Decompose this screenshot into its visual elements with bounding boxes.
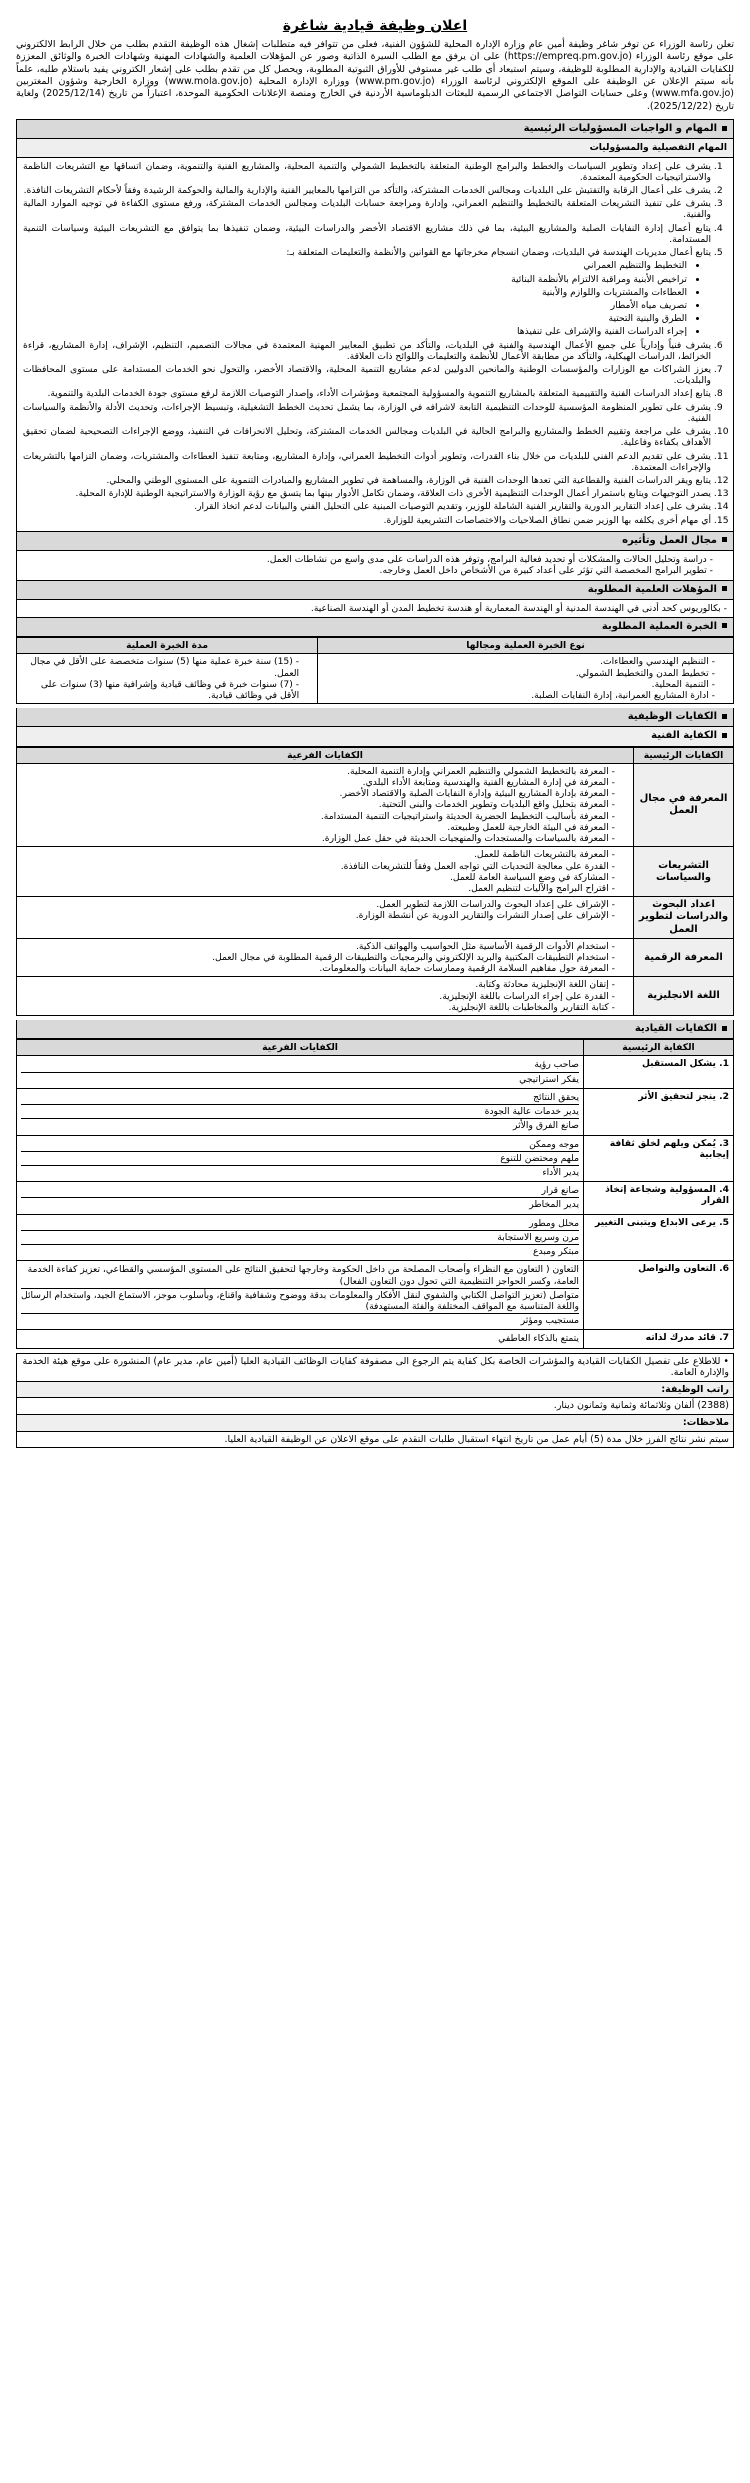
task-item: 3. يشرف على تنفيذ التشريعات المتعلقة بالتخطيط والتنظيم العمراني، وإدارة ومراجعة حسابات البلديات ومجالس الخدمات المشتركة، ورفع مستوى الكفاءة في توجيه الموارد المالية والفنية. — [23, 198, 711, 220]
salary-value: (2388) ألفان وثلاثمائة وثمانية وثمانون دينار. — [17, 1398, 734, 1415]
lead-sub-item: التعاون ( التعاون مع النظراء وأصحاب المصلحة من داخل الحكومة وخارجها لتحقيق النتائج على المستوى المؤسسي والقطاعي، تعزيز كفاءة الخدمة العامة، وكسر الحواجز التنظيمية التي تحول دون التعاون الفعال) — [21, 1263, 579, 1288]
lead-sub-item: مستجيب ومؤثر — [520, 1315, 579, 1327]
lead-main-label: 4. المسؤولية وشجاعة إتخاذ القرار — [584, 1182, 734, 1214]
lead-sub-item: صانع قرار — [21, 1184, 579, 1198]
task-sub-item: • التخطيط والتنظيم العمراني — [23, 260, 687, 271]
tech-row — [17, 763, 734, 847]
task-item: 6. يشرف فنياً وإدارياً على جميع الأعمال الهندسية والفنية في البلديات، والتأكد من تطبيق المعايير المهنية المعتمدة في مجالات التصميم، التنظيم، الإشراف، إدارة المشاريع، قراءة الخرائط، الدراسات الهيكلية، والتأكد من مطابقة الأعمال للأنظمة والتعليمات واللوائح ذات العلاقة. — [23, 340, 711, 362]
tech-row — [17, 897, 734, 939]
tech-main-label: المعرفة الرقمية — [634, 938, 734, 977]
lead-sub-item: ملهم ومحتضن للتنوع — [21, 1152, 579, 1166]
task-item: 12. يتابع ويقر الدراسات الفنية والقطاعية التي تعدها الوحدات الفنية في الوزارة، والمساهمة في تطوير المشاريع والمبادرات التنموية على المستوى الوطني والمحلي. — [23, 475, 711, 486]
tech-sub-item: - المعرفة في إدارة المشاريع الفنية والهندسية ومتابعة الأداء البلدي. — [21, 777, 615, 788]
tech-sub-cell — [17, 977, 634, 1016]
leadership-competencies-table — [16, 1039, 734, 1348]
section-competencies: الكفايات الوظيفية — [16, 708, 734, 727]
tech-sub-list — [21, 941, 629, 975]
tech-sub-item: - إتقان اللغة الإنجليزية محادثة وكتابة. — [21, 979, 615, 990]
tech-main-label: التشريعات والسياسات — [634, 847, 734, 897]
experience-duration-item: - (15) سنة خبرة عملية منها (5) سنوات متخصصة على الأقل في مجال العمل. — [21, 656, 299, 678]
lead-row — [17, 1182, 734, 1214]
lead-main-label: 3. يُمكن ويلهم لخلق ثقافة إيجابية — [584, 1135, 734, 1182]
qualifications-text: - بكالوريوس كحد أدنى في الهندسة المدنية أو الهندسة المعمارية أو هندسة تخطيط المدن أو الهندسة الصناعية. — [310, 602, 727, 614]
lead-row — [17, 1135, 734, 1182]
task-item: 15. أي مهام أخرى يكلفه بها الوزير ضمن نطاق الصلاحيات والاختصاصات التشريعية للوزارة. — [23, 515, 711, 526]
task-item: 7. يعزز الشراكات مع الوزارات والمؤسسات الوطنية والمانحين الدوليين لدعم مشاريع التنمية المحلية، والاقتصاد الأخضر، والتحول نحو الخدمات المستدامة على مستوى المحافظات والبلديات. — [23, 364, 711, 386]
tech-sub-item: - المعرفة بتحليل واقع البلديات وتطوير الخدمات والبنى التحتية. — [21, 799, 615, 810]
lead-sub-item: محلل ومطور — [21, 1217, 579, 1231]
task-item: 2. يشرف على أعمال الرقابة والتفتيش على البلديات ومجالس الخدمات المشتركة، والتأكد من التزامها بالمعايير الفنية والإدارية والمالية والحوكمة الرشيدة وفقاً لأحكام التشريعات النافذة. — [23, 185, 711, 196]
scope-block — [16, 551, 734, 580]
task-sub-item: • تصريف مياه الأمطار — [23, 300, 687, 311]
tasks-list — [23, 161, 727, 526]
tech-sub-item: - استخدام الأدوات الرقمية الأساسية مثل الحواسيب والهواتف الذكية. — [21, 941, 615, 952]
experience-type-item: - التنظيم الهندسي والعطاءات. — [322, 656, 715, 667]
task-item: 9. يشرف على تطوير المنظومة المؤسسية للوحدات التنظيمية التابعة لاشرافه في الوزارة، بما يشمل تحديث الخطط التشغيلية، وتبسيط الإجراءات، وتحديث الأدلة والأنظمة والسياسات الفنية. — [23, 402, 711, 424]
tech-sub-item: - القدرة على إجراء الدراسات باللغة الإنجليزية. — [21, 991, 615, 1002]
task-item: 4. يتابع أعمال إدارة النفايات الصلبة والمشاريع البيئية، بما في ذلك مشاريع الاقتصاد الأخضر والدراسات البيئية، وضمان تنفيذها بما يتوافق مع التشريعات البيئية وسياسات التنمية المستدامة. — [23, 223, 711, 245]
tech-row — [17, 938, 734, 977]
technical-competencies-table — [16, 747, 734, 1017]
lead-sub-item: يحقق النتائج — [21, 1091, 579, 1105]
lead-sub-cell — [17, 1135, 584, 1182]
section-tasks: المهام و الواجبات المسؤوليات الرئيسية — [16, 119, 734, 139]
section-experience: الخبرة العملية المطلوبة — [16, 618, 734, 637]
experience-table — [16, 637, 734, 704]
lead-sub-item: متواصل (تعزيز التواصل الكتابي والشفوي لنقل الأفكار والمعلومات بدقة ووضوح وشفافية واقناع، وبأسلوب موجز، الاستماع الجيد، واستخدام الرسائل واللغة المتناسبة مع المواقف المختلفة والفئة المستهدفة) — [21, 1289, 579, 1314]
task-item: 8. يتابع إعداد الدراسات الفنية والتقييمية المتعلقة بالمشاريع التنموية والمسؤولية المجتمعية ومؤشرات الأداء، وإصدار التوصيات اللازمة لرفع مستوى جودة الخدمات البلدية والتنموية. — [23, 388, 711, 399]
tech-sub-item: - المعرفة بالسياسات والمستجدات والمنهجيات الحديثة في حقل عمل الوزارة. — [21, 833, 615, 844]
tech-sub-cell — [17, 847, 634, 897]
scope-list — [23, 554, 727, 576]
section-leadership: الكفايات القيادية — [16, 1020, 734, 1039]
tech-sub-header: الكفايات الفرعية — [17, 747, 634, 763]
scope-item: - تطوير البرامج المخصصة التي تؤثر على أعداد كبيرة من الأشخاص داخل العمل وخارجه. — [23, 565, 713, 576]
lead-sub-item: صاحب رؤية — [21, 1058, 579, 1072]
lead-sub-item: صانع الفرق والأثر — [513, 1120, 579, 1132]
lead-sub-cell — [17, 1261, 584, 1330]
lead-sub-item: يدير الأداء — [542, 1167, 579, 1179]
tech-sub-cell — [17, 897, 634, 939]
task-item: 14. يشرف على إعداد التقارير الدورية والتقارير الفنية الشاملة للوزير، وتقديم التوصيات المبنية على التحليل الفني والبيانات لدعم اتخاذ القرار. — [23, 501, 711, 512]
experience-durations-cell — [17, 654, 318, 704]
task-item: 10. يشرف على مراجعة وتقييم الخطط والمشاريع والبرامج الحالية في البلديات ومجالس الخدمات المشتركة، وتحليل الانحرافات في التنفيذ، ووضع الإجراءات التصحيحية لضمان تحقيق الأهداف بكفاءة وفاعلية. — [23, 426, 711, 448]
section-qualifications: المؤهلات العلمية المطلوبة — [16, 581, 734, 600]
lead-sub-item: مرن وسريع الاستجابة — [21, 1231, 579, 1245]
remarks-value: سيتم نشر نتائج الفرز خلال مدة (5) أيام عمل من تاريخ انتهاء استقبال طلبات التقدم على موقع الاعلان عن الوظيفة القيادية العليا. — [17, 1431, 734, 1448]
tech-sub-list — [21, 979, 629, 1013]
tech-sub-list — [21, 899, 629, 921]
lead-sub-item: يتمتع بالذكاء العاطفي — [498, 1333, 579, 1345]
task-item: 5. يتابع أعمال مديريات الهندسة في البلديات، وضمان انسجام مخرجاتها مع القوانين والأنظمة والتعليمات المتعلقة بـ: • التخطيط والتنظيم العمراني • تراخيص الأبنية ومراقبة الالتزام بالأنظمة البنائية • العطاءات والمشتريات واللوازم والأبنية • تصريف مياه الأمطار • الطرق والبنية التحتية • إجراء الدراسات الفنية والإشراف على تنفيذها — [23, 247, 711, 338]
tech-sub-item: - اقتراح البرامج والآليات لتنظيم العمل. — [21, 883, 615, 894]
scope-item: - دراسة وتحليل الحالات والمشكلات أو تحديد فعالية البرامج، وتوفر هذه الدراسات على مدى واسع من نشاطات العمل. — [23, 554, 713, 565]
section-detailed: المهام التفصيلية والمسؤوليات — [16, 139, 734, 157]
tech-sub-item: - المعرفة حول مفاهيم السلامة الرقمية وممارسات حماية البيانات والمعلومات. — [21, 963, 615, 974]
lead-row — [17, 1261, 734, 1330]
tech-sub-item: - الإشراف على إعداد البحوث والدراسات اللازمة لتطوير العمل. — [21, 899, 615, 910]
lead-row — [17, 1056, 734, 1088]
task-item: 13. يصدر التوجيهات ويتابع باستمرار أعمال الوحدات التنظيمية الأخرى ذات العلاقة، وضمان تكامل الأدوار بينها بما يتسق مع رؤية الوزارة والاستراتيجية الوطنية للإدارة المحلية. — [23, 488, 711, 499]
experience-type-item: - التنمية المحلية. — [322, 679, 715, 690]
tech-row — [17, 847, 734, 897]
experience-type-header: نوع الخبرة العملية ومجالها — [318, 638, 734, 654]
task-sub-item: • الطرق والبنية التحتية — [23, 313, 687, 324]
section-technical: الكفاية الفنية — [16, 727, 734, 746]
experience-type-item: - تخطيط المدن والتخطيط الشمولي. — [322, 668, 715, 679]
lead-main-label: 5. يرعى الابداع ويتبنى التغيير — [584, 1214, 734, 1261]
tech-sub-item: - كتابة التقارير والمخاطبات باللغة الإنجليزية. — [21, 1002, 615, 1013]
lead-sub-item: يدير خدمات عالية الجودة — [21, 1105, 579, 1119]
tech-sub-cell — [17, 938, 634, 977]
remarks-label: ملاحظات: — [17, 1414, 734, 1431]
tech-sub-cell — [17, 763, 634, 847]
salary-label: راتب الوظيفة: — [17, 1381, 734, 1398]
lead-sub-item: مبتكر ومبدع — [533, 1246, 579, 1258]
experience-duration-item: - (7) سنوات خبرة في وظائف قيادية وإشرافية منها (3) سنوات على الأقل في وظائف قيادية. — [21, 679, 299, 701]
task-sub-item: • إجراء الدراسات الفنية والإشراف على تنفيذها — [23, 326, 687, 337]
lead-main-label: 6. التعاون والتواصل — [584, 1261, 734, 1330]
experience-type-item: - ادارة المشاريع العمرانية، إدارة النفايات الصلبة. — [322, 690, 715, 701]
tech-main-label: اللغة الانجليزية — [634, 977, 734, 1016]
task-item: 1. يشرف على إعداد وتطوير السياسات والخطط والبرامج الوطنية المتعلقة بالتخطيط الشمولي والتنمية المحلية، والمشاريع الفنية والتنموية، وضمان اتساقها مع التشريعات الناظمة والاستراتيجيات الحكومية المعتمدة. — [23, 161, 711, 183]
lead-sub-item: يدير المخاطر — [529, 1199, 579, 1211]
footer-note: • للاطلاع على تفصيل الكفايات القيادية والمؤشرات الخاصة بكل كفاية يتم الرجوع الى مصفوفة كفايات الوظائف القيادية العليا (أمين عام، مدير عام) المنشورة على موقع هيئة الخدمة والإدارة العامة. — [17, 1353, 734, 1381]
lead-sub-cell — [17, 1056, 584, 1088]
page-title: اعلان وظيفة قيادية شاغرة — [282, 18, 468, 34]
tech-row — [17, 977, 734, 1016]
lead-sub-cell — [17, 1182, 584, 1214]
tech-sub-list — [21, 849, 629, 894]
footer-table — [16, 1353, 734, 1448]
tech-sub-item: - المشاركة في وضع السياسة العامة للعمل. — [21, 872, 615, 883]
experience-types-cell — [318, 654, 734, 704]
tech-sub-item: - القدرة على معالجة التحديات التي تواجه العمل وفقاً للتشريعات النافذة. — [21, 861, 615, 872]
task-sub-item: • العطاءات والمشتريات واللوازم والأبنية — [23, 287, 687, 298]
task-sub-list — [23, 260, 711, 337]
tech-sub-list — [21, 766, 629, 845]
qualifications-block — [16, 600, 734, 618]
tech-main-label: المعرفة في مجال العمل — [634, 763, 734, 847]
lead-main-header: الكفاية الرئيسية — [584, 1040, 734, 1056]
lead-sub-cell — [17, 1330, 584, 1348]
tech-sub-item: - المعرفة بالتشريعات الناظمة للعمل. — [21, 849, 615, 860]
tech-sub-item: - المعرفة بالتخطيط الشمولي والتنظيم العمراني وإدارة التنمية المحلية. — [21, 766, 615, 777]
lead-main-label: 1. يشكل المستقبل — [584, 1056, 734, 1088]
lead-row — [17, 1088, 734, 1135]
lead-row — [17, 1214, 734, 1261]
tech-main-header: الكفايات الرئيسية — [634, 747, 734, 763]
intro-paragraph: تعلن رئاسة الوزراء عن توفر شاغر وظيفة أمين عام وزارة الإدارة المحلية للشؤون الفنية، فعلى من تتوافر فيه متطلبات إشغال هذه الوظيفة التقدم بطلب من خلال الرابط الالكتروني على موقع رئاسة الوزراء (https://empreq.pm.gov.jo) على ان يرفق مع الطلب السيرة الذاتية وصور عن المؤهلات العلمية والشهادات المهنية وشهادات الخبرة والوثائق المعززة للكفايات القيادية والإدارية المطلوبة للوظيفة، وسيتم استبعاد أي طلب غير مستوفي للأوراق الثبوتية المطلوبة، ويحصل كل من تقدم بطلب على إشعار الكتروني يفيد باستلام طلبه، علماً بأنه سيتم الإعلان عن الوظيفة على الموقع الإلكتروني لرئاسة الوزراء (www.pm.gov.jo) ووزارة الإدارة المحلية (www.mola.gov.jo) ووزارة الخارجية وشؤون المغتربين (www.mfa.gov.jo) وعلى حسابات التواصل الاجتماعي الرسمية للبعثات الدبلوماسية الأردنية في الخارج ومنصة الإعلانات الحكومية الموحدة، اعتباراً من تاريخ (2025/12/14) ولغاية تاريخ (2025/12/22). — [16, 39, 735, 112]
section-scope: مجال العمل وتأثيره — [16, 532, 734, 551]
lead-main-label: 2. ينجز لتحقيق الأثر — [584, 1088, 734, 1135]
lead-row — [17, 1330, 734, 1348]
lead-sub-cell — [17, 1088, 584, 1135]
tech-sub-item: - المعرفة في البيئة الخارجية للعمل وطبيعته. — [21, 822, 615, 833]
tech-sub-item: - المعرفة بأساليب التخطيط الحضرية الحديثة واستراتيجيات التنمية المستدامة. — [21, 811, 615, 822]
lead-sub-header: الكفايات الفرعية — [17, 1040, 584, 1056]
lead-main-label: 7. قائد مدرك لذاته — [584, 1330, 734, 1348]
tech-main-label: اعداد البحوث والدراسات لتطوير العمل — [634, 897, 734, 939]
lead-sub-item: موجه وممكن — [21, 1138, 579, 1152]
task-item: 11. يشرف على تقديم الدعم الفني للبلديات من خلال بناء القدرات، وتطوير أدوات التخطيط العمراني، وإدارة المشاريع، ومتابعة تنفيذ العطاءات والمشتريات، وضمان التزامها بالتشريعات والإجراءات المعتمدة. — [23, 451, 711, 473]
tech-sub-item: - المعرفة بإدارة المشاريع البيئية وإدارة النفايات الصلبة والاقتصاد الأخضر. — [21, 788, 615, 799]
experience-duration-header: مدة الخبرة العملية — [17, 638, 318, 654]
lead-sub-cell — [17, 1214, 584, 1261]
tech-sub-item: - استخدام التطبيقات المكتبية والبريد الإلكتروني والبرمجيات والتطبيقات الرقمية المطلوبة في مجال العمل. — [21, 952, 615, 963]
tasks-block — [16, 158, 734, 532]
tech-sub-item: - الإشراف على إصدار النشرات والتقارير الدورية عن أنشطة الوزارة. — [21, 910, 615, 921]
task-sub-item: • تراخيص الأبنية ومراقبة الالتزام بالأنظمة البنائية — [23, 274, 687, 285]
lead-sub-item: يفكر استراتيجي — [519, 1073, 579, 1085]
